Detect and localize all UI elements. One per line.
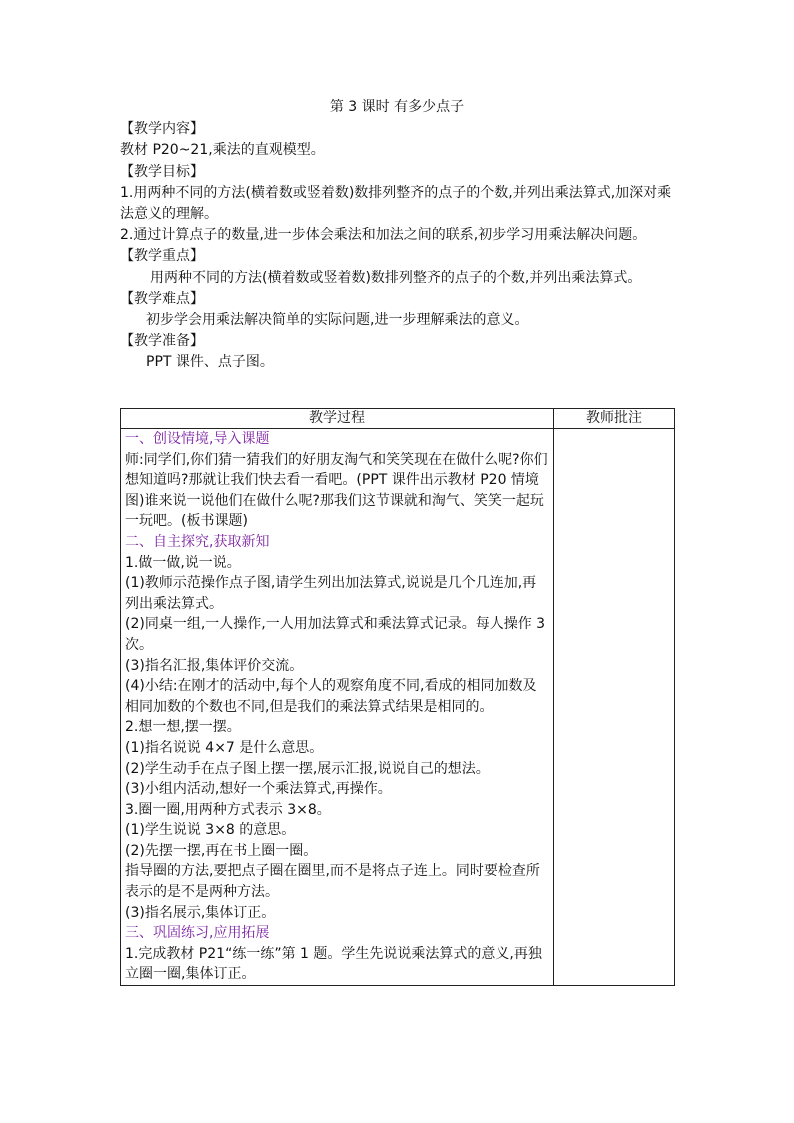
process-line: (2)学生动手在点子图上摆一摆,展示汇报,说说自己的想法。 bbox=[125, 760, 490, 777]
content-text: 教材 P20~21,乘法的直观模型。 bbox=[120, 142, 325, 159]
section-heading-key-points: 【教学重点】 bbox=[120, 248, 204, 265]
process-cell bbox=[121, 429, 554, 986]
phase-heading: 三、巩固练习,应用拓展 bbox=[125, 925, 270, 942]
process-line: (1)指名说说 4×7 是什么意思。 bbox=[125, 739, 324, 756]
section-heading-difficulty: 【教学难点】 bbox=[120, 290, 204, 307]
process-line: (3)小组内活动,想好一个乘法算式,再操作。 bbox=[125, 781, 392, 798]
process-line: (3)指名展示,集体订正。 bbox=[125, 904, 276, 921]
goal-item: 2.通过计算点子的数量,进一步体会乘法和加法之间的联系,初步学习用乘法解决问题。 bbox=[120, 227, 647, 244]
process-line: 2.想一想,摆一摆。 bbox=[125, 719, 241, 736]
process-line: (1)学生说说 3×8 的意思。 bbox=[125, 822, 296, 839]
process-line: (2)先摆一摆,再在书上圈一圈。 bbox=[125, 842, 318, 859]
process-line: 3.圈一圈,用两种方式表示 3×8。 bbox=[125, 801, 331, 818]
process-line: (2)同桌一组,一人操作,一人用加法算式和乘法算式记录。每人操作 3 次。 bbox=[125, 616, 546, 653]
preparation-text: PPT 课件、点子图。 bbox=[146, 354, 274, 371]
teaching-process-table bbox=[120, 408, 675, 986]
column-header-process: 教学过程 bbox=[121, 409, 554, 429]
process-line: 1.做一做,说一说。 bbox=[125, 554, 241, 571]
phase-heading: 一、创设情境,导入课题 bbox=[125, 431, 270, 447]
lesson-plan bbox=[120, 97, 674, 374]
column-header-notes: 教师批注 bbox=[554, 409, 675, 429]
key-points-text: 用两种不同的方法(横着数或竖着数)数排列整齐的点子的个数,并列出乘法算式。 bbox=[150, 269, 642, 286]
section-heading-preparation: 【教学准备】 bbox=[120, 333, 204, 350]
process-line: (3)指名汇报,集体评价交流。 bbox=[125, 657, 304, 674]
page-title: 第 3 课时 有多少点子 bbox=[329, 99, 465, 115]
goal-item: 1.用两种不同的方法(横着数或竖着数)数排列整齐的点子的个数,并列出乘法算式,加深对乘法意义的理解。 bbox=[120, 184, 672, 223]
notes-cell bbox=[554, 429, 675, 986]
section-heading-content: 【教学内容】 bbox=[120, 121, 204, 138]
table-header-row bbox=[121, 409, 675, 429]
process-line: 指导圈的方法,要把点子圈在圈里,而不是将点子连上。同时要检查所表示的是不是两种方法。 bbox=[125, 863, 540, 901]
process-line: 师:同学们,你们猜一猜我们的好朋友淘气和笑笑现在在做什么呢?你们想知道吗?那就让我们快去看一看吧。(PPT 课件出示教材 P20 情境图)谁来说一说他们在做什么呢?那我们这节课就和淘气、笑笑一起玩一玩吧。(板书课题) bbox=[125, 451, 548, 530]
table-row bbox=[121, 429, 675, 986]
difficulty-text: 初步学会用乘法解决简单的实际问题,进一步理解乘法的意义。 bbox=[146, 312, 529, 329]
process-line: 1.完成教材 P21“练一练”第 1 题。学生先说说乘法算式的意义,再独立圈一圈,集体订正。 bbox=[125, 945, 542, 983]
process-line: (1)教师示范操作点子图,请学生列出加法算式,说说是几个几连加,再列出乘法算式。 bbox=[125, 575, 537, 612]
process-line: (4)小结:在刚才的活动中,每个人的观察角度不同,看成的相同加数及相同加数的个数也不同,但是我们的乘法算式结果是相同的。 bbox=[125, 678, 537, 715]
phase-heading: 二、自主探究,获取新知 bbox=[125, 533, 270, 550]
section-heading-goals: 【教学目标】 bbox=[120, 163, 204, 180]
